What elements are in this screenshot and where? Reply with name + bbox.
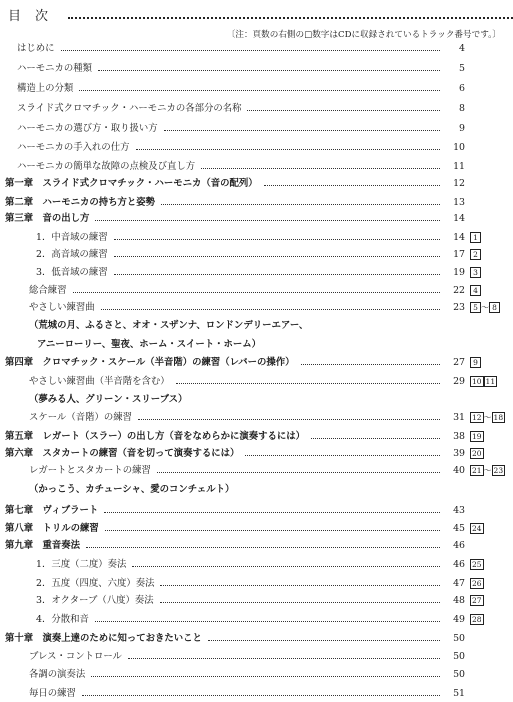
dot-leader	[104, 512, 440, 513]
page-number: 50	[453, 669, 465, 680]
page-number: 22	[453, 285, 465, 296]
toc-row	[0, 81, 513, 97]
entry-label: スタカートの練習（音を切って演奏するには）	[42, 448, 240, 459]
entry-label: （荒城の月、ふるさと、オオ・スザンナ、ロンドンデリーエアー、	[29, 320, 309, 331]
track-number	[470, 557, 484, 573]
dot-leader	[86, 547, 440, 548]
toc-row	[0, 593, 513, 609]
page-number: 6	[459, 83, 465, 94]
entry-label: 総合練習	[29, 285, 67, 296]
track-note: 〔注：頁数の右側の□数字はCDに収録されているトラック番号です。〕	[226, 30, 501, 40]
entry-label: 3．オクターブ（八度）奏法	[36, 595, 154, 606]
toc-row	[0, 576, 513, 592]
entry-label: スライド式クロマチック・ハーモニカ（音の配列）	[42, 178, 258, 189]
entry-label: （夢みる人、グリーン・スリーブス）	[29, 394, 188, 405]
toc-row	[0, 318, 513, 334]
page-number: 48	[453, 595, 465, 606]
dot-leader	[114, 256, 440, 257]
entry-label: 1．三度（二度）奏法	[36, 559, 127, 570]
page-number: 50	[453, 651, 465, 662]
page-number: 31	[453, 412, 465, 423]
dot-leader	[245, 455, 440, 456]
page-number: 17	[453, 249, 465, 260]
track-number: 21 〜 23	[472, 466, 504, 475]
chapter-number: 第八章	[5, 523, 34, 534]
track-number	[470, 593, 484, 609]
toc-row	[0, 482, 513, 498]
toc-row	[0, 300, 513, 316]
page-number: 12	[453, 178, 465, 189]
dot-leader	[161, 204, 440, 205]
page-number: 14	[453, 213, 465, 224]
track-number	[470, 355, 481, 371]
entry-label: （かっこう、カチューシャ、愛のコンチェルト）	[29, 484, 235, 495]
dot-leader	[98, 70, 440, 71]
toc-row	[0, 265, 513, 281]
dot-leader	[176, 383, 440, 384]
track-number	[470, 247, 481, 263]
entry-label: やさしい練習曲（半音階を含む）	[29, 376, 170, 387]
toc-row	[0, 101, 513, 117]
toc-row	[0, 392, 513, 408]
dot-leader	[114, 239, 440, 240]
entry-label: 各調の演奏法	[29, 669, 86, 680]
page-number: 29	[453, 376, 465, 387]
dot-leader	[160, 602, 440, 603]
track-number	[470, 374, 497, 390]
toc-row	[0, 649, 513, 665]
dot-leader	[138, 419, 440, 420]
chapter-number: 第一章	[5, 178, 34, 189]
toc-chapter-row	[0, 429, 513, 445]
chapter-number: 第十章	[5, 633, 34, 644]
entry-label: アニーローリー、聖夜、ホーム・スイート・ホーム）	[37, 339, 261, 350]
dot-leader	[79, 90, 440, 91]
entry-label: スライド式クロマチック・ハーモニカの各部分の名称	[17, 103, 242, 114]
chapter-number: 第七章	[5, 505, 34, 516]
entry-label: レガート（スラー）の出し方（音をなめらかに演奏するには）	[42, 431, 306, 442]
dot-leader	[247, 110, 440, 111]
entry-label: トリルの練習	[42, 523, 99, 534]
decorative-rule	[68, 17, 513, 19]
page-number: 4	[459, 43, 465, 54]
toc-row	[0, 41, 513, 57]
entry-label: 構造上の分類	[17, 83, 74, 94]
page-number: 9	[459, 123, 465, 134]
dot-leader	[311, 438, 440, 439]
track-box: 27	[472, 596, 482, 605]
entry-label: ハーモニカの選び方・取り扱い方	[17, 123, 158, 134]
dot-leader	[164, 130, 440, 131]
track-box: 9	[470, 357, 481, 368]
page-number: 43	[453, 505, 465, 516]
dot-leader	[82, 695, 440, 696]
track-box: 3	[470, 267, 481, 278]
track-number	[470, 230, 481, 246]
page-number: 8	[459, 103, 465, 114]
toc-chapter-row	[0, 538, 513, 554]
track-number	[470, 265, 481, 281]
toc-chapter-row	[0, 631, 513, 647]
dot-leader	[105, 530, 440, 531]
page-number: 13	[453, 197, 465, 208]
track-box: 19	[472, 432, 482, 441]
track-box: 10	[472, 377, 482, 386]
dot-leader	[160, 585, 440, 586]
entry-label: 演奏上達のために知っておきたいこと	[42, 633, 202, 644]
dot-leader	[91, 676, 440, 677]
track-number	[470, 612, 484, 628]
chapter-number: 第六章	[5, 448, 34, 459]
chapter-number: 第四章	[5, 357, 34, 368]
toc-chapter-row	[0, 446, 513, 462]
track-box: 23	[493, 466, 504, 475]
entry-label: ハーモニカの持ち方と姿勢	[42, 197, 156, 208]
toc-row	[0, 410, 513, 426]
toc-row	[0, 140, 513, 156]
toc-row	[0, 159, 513, 175]
entry-label: 2．五度（四度、六度）奏法	[36, 578, 155, 589]
toc-row	[0, 61, 513, 77]
track-number	[470, 429, 484, 445]
entry-label: スケール（音階）の練習	[29, 412, 132, 423]
track-number	[470, 446, 484, 462]
entry-label: 2．高音域の練習	[36, 249, 108, 260]
toc-row	[0, 667, 513, 683]
track-box: 28	[472, 615, 482, 624]
toc-chapter-row	[0, 521, 513, 537]
track-box: 2	[470, 249, 481, 260]
toc-chapter-row	[0, 211, 513, 227]
track-number: 12 〜 18	[472, 413, 504, 422]
entry-label: 1．中音域の練習	[36, 232, 108, 243]
dot-leader	[136, 149, 440, 150]
toc-row	[0, 463, 513, 479]
track-box: 4	[470, 285, 481, 296]
page-number: 51	[453, 688, 465, 699]
track-box: 5	[470, 302, 481, 313]
chapter-number: 第九章	[5, 540, 34, 551]
page-number: 5	[459, 63, 465, 74]
page-number: 23	[453, 302, 465, 313]
dot-leader	[128, 658, 440, 659]
toc-row	[0, 121, 513, 137]
toc-row	[0, 557, 513, 573]
page-number: 40	[453, 465, 465, 476]
dot-leader	[95, 621, 440, 622]
page-number: 10	[453, 142, 465, 153]
dot-leader	[95, 220, 440, 221]
entry-label: やさしい練習曲	[29, 302, 95, 313]
dot-leader	[264, 185, 440, 186]
entry-label: ハーモニカの簡単な故障の点検及び直し方	[17, 161, 196, 172]
toc-chapter-row	[0, 355, 513, 371]
entry-label: はじめに	[17, 43, 55, 54]
toc-row	[0, 247, 513, 263]
track-box: 26	[472, 579, 482, 588]
entry-label: ハーモニカの手入れの仕方	[17, 142, 130, 153]
page-number: 14	[453, 232, 465, 243]
track-box: 21	[472, 466, 482, 475]
dot-leader	[132, 566, 440, 567]
track-box: 1	[470, 232, 481, 243]
entry-label: 毎日の練習	[29, 688, 76, 699]
page-number: 50	[453, 633, 465, 644]
toc-header	[8, 5, 513, 25]
entry-label: ハーモニカの種類	[17, 63, 93, 74]
entry-label: 音の出し方	[42, 213, 90, 224]
track-box: 12	[472, 413, 482, 422]
track-box: 25	[472, 560, 482, 569]
toc-chapter-row	[0, 503, 513, 519]
toc-row	[0, 283, 513, 299]
toc-row	[0, 337, 513, 353]
track-number	[470, 521, 484, 537]
page-number: 39	[453, 448, 465, 459]
track-box: 24	[472, 524, 482, 533]
dot-leader	[73, 292, 440, 293]
entry-label: 重音奏法	[42, 540, 81, 551]
page-number: 11	[453, 161, 465, 172]
toc-row	[0, 612, 513, 628]
toc-chapter-row	[0, 195, 513, 211]
toc-row	[0, 230, 513, 246]
page-number: 46	[453, 540, 465, 551]
page-title: 目次	[8, 9, 63, 24]
track-box: 8	[489, 302, 500, 313]
page-number: 47	[453, 578, 465, 589]
page-number: 49	[453, 614, 465, 625]
page-number: 27	[453, 357, 465, 368]
dot-leader	[201, 168, 440, 169]
entry-label: 3．低音域の練習	[36, 267, 108, 278]
track-box: 18	[493, 413, 504, 422]
entry-label: クロマチック・スケール（半音階）の練習（レバーの操作）	[42, 357, 295, 368]
dot-leader	[114, 274, 440, 275]
entry-label: 4．分散和音	[36, 614, 89, 625]
chapter-number: 第五章	[5, 431, 34, 442]
dot-leader	[208, 640, 440, 641]
page-number: 46	[453, 559, 465, 570]
entry-label: レガートとスタカートの練習	[29, 465, 151, 476]
dot-leader	[61, 50, 440, 51]
toc-chapter-row	[0, 176, 513, 192]
track-number	[470, 283, 481, 299]
page-number: 45	[453, 523, 465, 534]
dot-leader	[157, 472, 440, 473]
dot-leader	[101, 309, 440, 310]
entry-label: ヴィブラート	[42, 505, 99, 516]
toc-row	[0, 374, 513, 390]
page-number: 38	[453, 431, 465, 442]
page-number: 19	[453, 267, 465, 278]
entry-label: ブレス・コントロール	[29, 651, 122, 662]
track-box: 20	[472, 449, 482, 458]
track-number	[470, 576, 484, 592]
track-number: 5 〜 8	[470, 300, 500, 316]
chapter-number: 第三章	[5, 213, 34, 224]
dot-leader	[301, 364, 440, 365]
chapter-number: 第二章	[5, 197, 34, 208]
track-box: 11	[485, 377, 496, 386]
